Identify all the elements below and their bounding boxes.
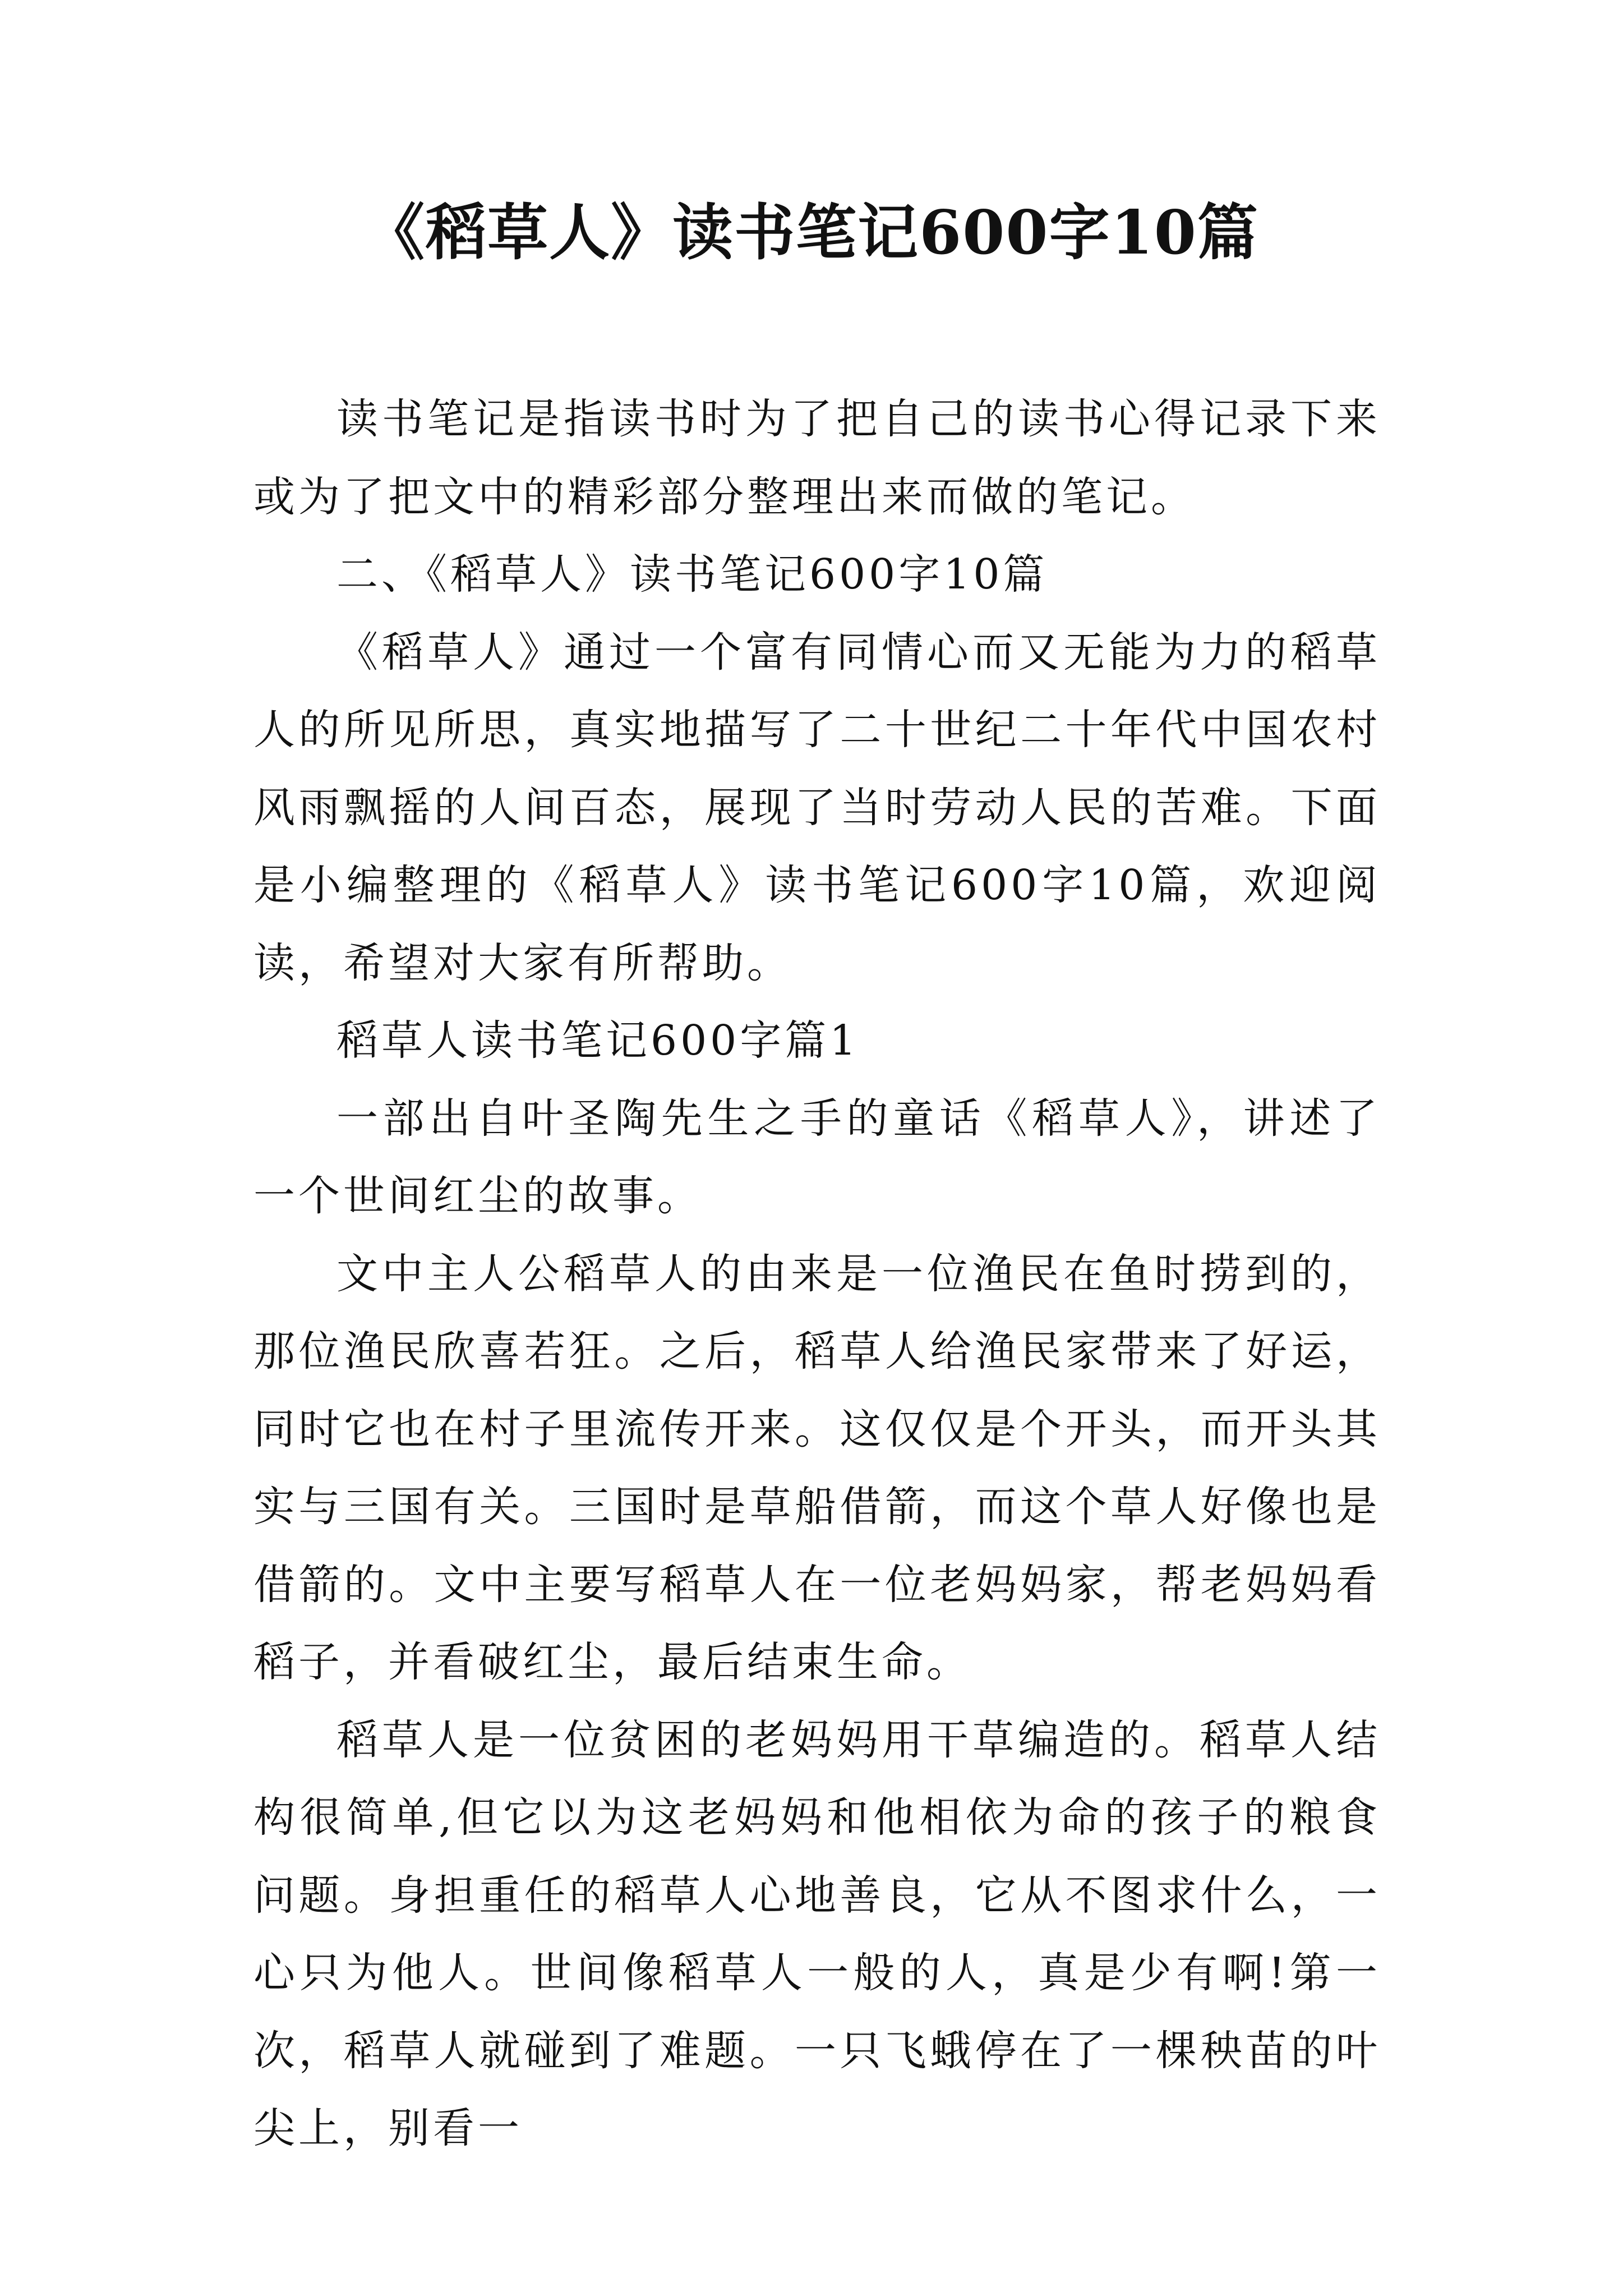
document-title: 《稻草人》读书笔记600字10篇 [364,197,1259,268]
paragraph: 稻草人是一位贫困的老妈妈用干草编造的。稻草人结构很简单,但它以为这老妈妈和他相依为命的孩子的粮食问题。身担重任的稻草人心地善良，它从不图求什么，一心只为他人。世间像稻草人一般的人，真是少有啊!第一次，稻草人就碰到了难题。一只飞蛾停在了一棵秧苗的叶尖上，别看一 [253,1715,1381,2152]
paragraph-intro: 读书笔记是指读书时为了把自己的读书心得记录下来或为了把文中的精彩部分整理出来而做的笔记。 [253,395,1381,521]
document-body [253,380,1381,2168]
article-heading: 稻草人读书笔记600字篇1 [336,1016,860,1065]
paragraph: 一部出自叶圣陶先生之手的童话《稻草人》，讲述了一个世间红尘的故事。 [253,1094,1381,1220]
paragraph: 文中主人公稻草人的由来是一位渔民在鱼时捞到的，那位渔民欣喜若狂。之后，稻草人给渔民家带来了好运，同时它也在村子里流传开来。这仅仅是个开头，而开头其实与三国有关。三国时是草船借箭，而这个草人好像也是借箭的。文中主要写稻草人在一位老妈妈家，帮老妈妈看稻子，并看破红尘，最后结束生命。 [253,1249,1381,1686]
paragraph-summary: 《稻草人》通过一个富有同情心而又无能为力的稻草人的所见所思，真实地描写了二十世纪二十年代中国农村风雨飘摇的人间百态，展现了当时劳动人民的苦难。下面是小编整理的《稻草人》读书笔记600字10篇，欢迎阅读，希望对大家有所帮助。 [253,628,1381,987]
section-heading: 二、《稻草人》读书笔记600字10篇 [336,550,1048,599]
